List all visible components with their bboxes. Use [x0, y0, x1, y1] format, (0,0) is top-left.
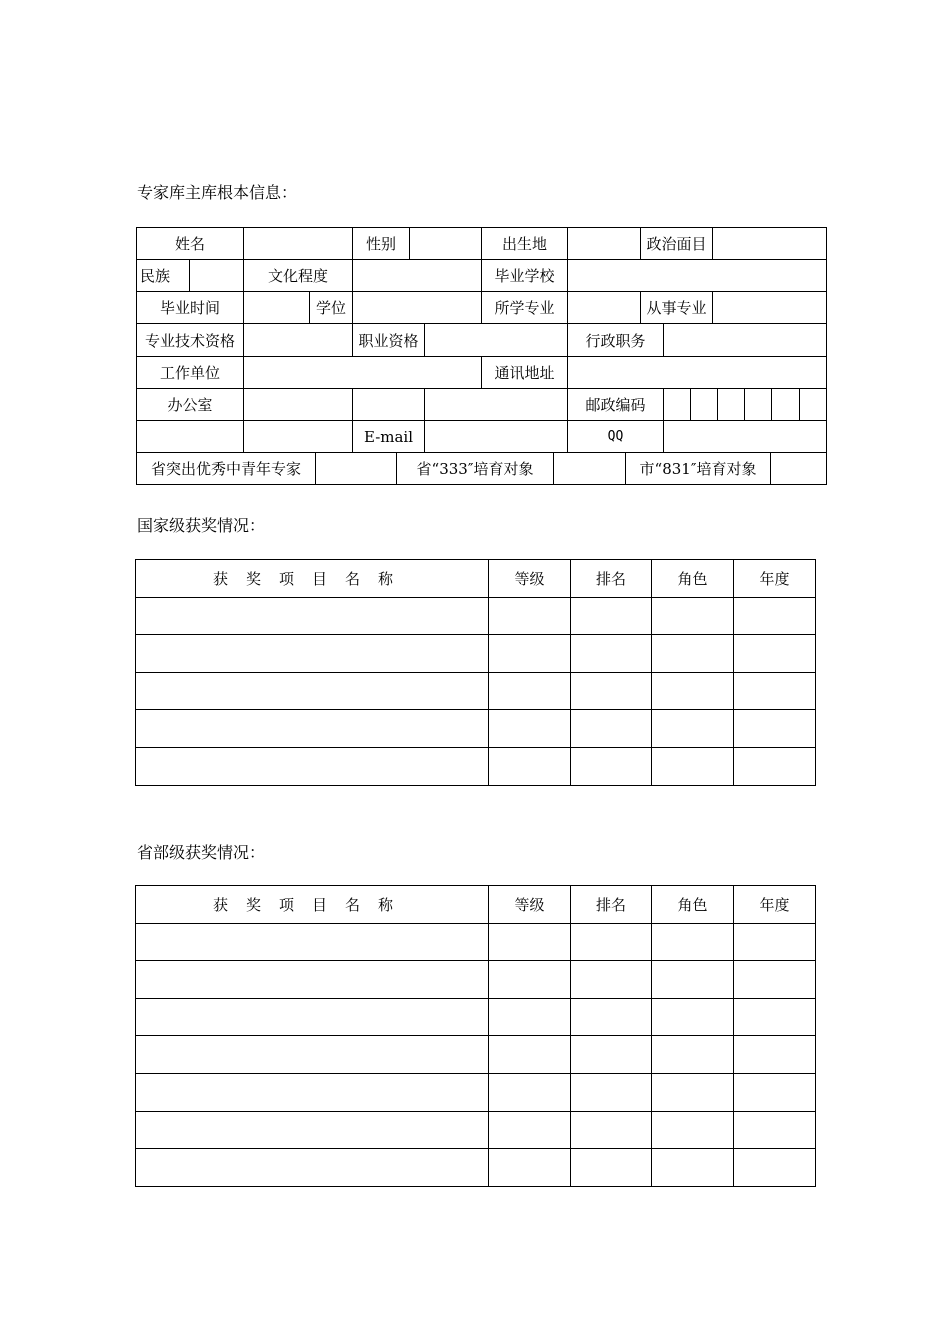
cell-rank[interactable] [571, 635, 652, 673]
field-political-status[interactable] [712, 227, 827, 260]
label-gender: 性别 [352, 227, 410, 260]
cell-award-name[interactable] [136, 1036, 489, 1074]
field-provincial-expert[interactable] [315, 452, 397, 485]
table-row [136, 1111, 816, 1149]
postal-digit-5[interactable] [771, 388, 800, 421]
cell-role[interactable] [652, 1111, 734, 1149]
label-education: 文化程度 [243, 259, 353, 292]
cell-year[interactable] [734, 635, 816, 673]
cell-award-name[interactable] [136, 635, 489, 673]
cell-award-name[interactable] [136, 998, 489, 1036]
cell-level[interactable] [489, 961, 571, 999]
cell-level[interactable] [489, 710, 571, 748]
label-mailing-address: 通讯地址 [481, 356, 568, 389]
cell-rank[interactable] [571, 597, 652, 635]
cell-year[interactable] [734, 710, 816, 748]
field-admin-position[interactable] [663, 323, 827, 357]
postal-digit-6[interactable] [799, 388, 827, 421]
cell-level[interactable] [489, 998, 571, 1036]
col-role: 角色 [652, 560, 734, 598]
cell-level[interactable] [489, 923, 571, 961]
cell-role[interactable] [652, 635, 734, 673]
label-provincial-expert: 省突出优秀中青年专家 [136, 452, 316, 485]
label-vocational-qualification: 职业资格 [352, 323, 425, 357]
cell-role[interactable] [652, 1149, 734, 1187]
label-office: 办公室 [136, 388, 244, 421]
cell-level[interactable] [489, 1149, 571, 1187]
postal-digit-2[interactable] [690, 388, 718, 421]
cell-rank[interactable] [571, 710, 652, 748]
label-ethnicity: 民族 [136, 259, 190, 292]
cell-year[interactable] [734, 672, 816, 710]
field-office-1[interactable] [243, 388, 353, 421]
cell-year[interactable] [734, 597, 816, 635]
table-header-row [136, 886, 816, 924]
cell-rank[interactable] [571, 1036, 652, 1074]
cell-year[interactable] [734, 998, 816, 1036]
label-name: 姓名 [136, 227, 244, 260]
field-ethnicity[interactable] [189, 259, 244, 292]
cell-role[interactable] [652, 961, 734, 999]
label-current-major: 从事专业 [640, 291, 713, 324]
field-contact-blank-1[interactable] [136, 420, 244, 453]
table-row [136, 635, 816, 673]
cell-level[interactable] [489, 635, 571, 673]
cell-level[interactable] [489, 1036, 571, 1074]
label-work-unit: 工作单位 [136, 356, 244, 389]
field-name[interactable] [243, 227, 353, 260]
cell-rank[interactable] [571, 672, 652, 710]
cell-rank[interactable] [571, 747, 652, 785]
postal-digit-1[interactable] [663, 388, 691, 421]
field-major-studied[interactable] [567, 291, 641, 324]
table-row [136, 1149, 816, 1187]
table-row [136, 998, 816, 1036]
field-office-2[interactable] [352, 388, 425, 421]
col-award-name: 获奖项目名称 [136, 886, 489, 924]
field-current-major[interactable] [712, 291, 827, 324]
cell-award-name[interactable] [136, 961, 489, 999]
cell-role[interactable] [652, 998, 734, 1036]
col-level: 等级 [489, 886, 571, 924]
table-row [136, 672, 816, 710]
label-birthplace: 出生地 [481, 227, 568, 260]
col-award-name: 获奖项目名称 [136, 560, 489, 598]
col-rank: 排名 [571, 886, 652, 924]
cell-role[interactable] [652, 923, 734, 961]
cell-award-name[interactable] [136, 923, 489, 961]
label-admin-position: 行政职务 [567, 323, 664, 357]
label-city-831: 市“831″培育对象 [625, 452, 771, 485]
postal-digit-3[interactable] [717, 388, 745, 421]
field-degree[interactable] [352, 291, 482, 324]
cell-role[interactable] [652, 1036, 734, 1074]
cell-year[interactable] [734, 1073, 816, 1111]
table-header-row [136, 560, 816, 598]
provincial-awards-title: 省部级获奖情况： [137, 843, 266, 862]
table-row [136, 747, 816, 785]
cell-rank[interactable] [571, 998, 652, 1036]
table-row [136, 1073, 816, 1111]
label-major-studied: 所学专业 [481, 291, 568, 324]
cell-award-name[interactable] [136, 1149, 489, 1187]
cell-level[interactable] [489, 1073, 571, 1111]
table-row [136, 961, 816, 999]
cell-year[interactable] [734, 1149, 816, 1187]
label-political-status: 政治面目 [640, 227, 713, 260]
postal-digit-4[interactable] [744, 388, 772, 421]
col-year: 年度 [734, 560, 816, 598]
col-role: 角色 [652, 886, 734, 924]
field-mailing-address[interactable] [567, 356, 827, 389]
info-section-title: 专家库主库根本信息： [137, 183, 298, 202]
cell-role[interactable] [652, 710, 734, 748]
cell-award-name[interactable] [136, 672, 489, 710]
table-row [136, 710, 816, 748]
cell-level[interactable] [489, 672, 571, 710]
label-degree: 学位 [309, 291, 353, 324]
field-birthplace[interactable] [567, 227, 641, 260]
cell-year[interactable] [734, 1111, 816, 1149]
cell-award-name[interactable] [136, 1073, 489, 1111]
national-awards-table [135, 559, 816, 786]
field-city-831[interactable] [770, 452, 827, 485]
cell-rank[interactable] [571, 961, 652, 999]
col-year: 年度 [734, 886, 816, 924]
field-provincial-333[interactable] [553, 452, 626, 485]
label-graduate-school: 毕业学校 [481, 259, 568, 292]
cell-award-name[interactable] [136, 1111, 489, 1149]
table-row [136, 923, 816, 961]
field-graduation-time[interactable] [243, 291, 310, 324]
cell-role[interactable] [652, 597, 734, 635]
label-tech-qualification: 专业技术资格 [136, 323, 244, 357]
cell-role[interactable] [652, 672, 734, 710]
cell-year[interactable] [734, 747, 816, 785]
cell-year[interactable] [734, 961, 816, 999]
provincial-awards-table [135, 885, 816, 1187]
field-tech-qualification[interactable] [243, 323, 353, 357]
col-level: 等级 [489, 560, 571, 598]
field-contact-blank-2[interactable] [243, 420, 353, 453]
cell-rank[interactable] [571, 1149, 652, 1187]
cell-award-name[interactable] [136, 710, 489, 748]
cell-rank[interactable] [571, 1111, 652, 1149]
field-qq[interactable] [663, 420, 827, 453]
label-postal-code: 邮政编码 [567, 388, 664, 421]
national-awards-title: 国家级获奖情况： [137, 516, 266, 535]
field-work-unit[interactable] [243, 356, 482, 389]
cell-role[interactable] [652, 1073, 734, 1111]
field-office-3[interactable] [424, 388, 568, 421]
cell-year[interactable] [734, 923, 816, 961]
field-gender[interactable] [409, 227, 482, 260]
field-graduate-school[interactable] [567, 259, 827, 292]
cell-role[interactable] [652, 747, 734, 785]
cell-award-name[interactable] [136, 747, 489, 785]
field-email[interactable] [424, 420, 568, 453]
label-graduation-time: 毕业时间 [136, 291, 244, 324]
label-qq: QQ [567, 420, 664, 453]
field-education[interactable] [352, 259, 482, 292]
table-row [136, 1036, 816, 1074]
col-rank: 排名 [571, 560, 652, 598]
table-row [136, 597, 816, 635]
cell-rank[interactable] [571, 1073, 652, 1111]
label-provincial-333: 省“333″培育对象 [396, 452, 554, 485]
cell-level[interactable] [489, 597, 571, 635]
cell-level[interactable] [489, 747, 571, 785]
field-vocational-qualification[interactable] [424, 323, 568, 357]
cell-level[interactable] [489, 1111, 571, 1149]
cell-rank[interactable] [571, 923, 652, 961]
cell-award-name[interactable] [136, 597, 489, 635]
label-email: E-mail [352, 420, 425, 453]
cell-year[interactable] [734, 1036, 816, 1074]
